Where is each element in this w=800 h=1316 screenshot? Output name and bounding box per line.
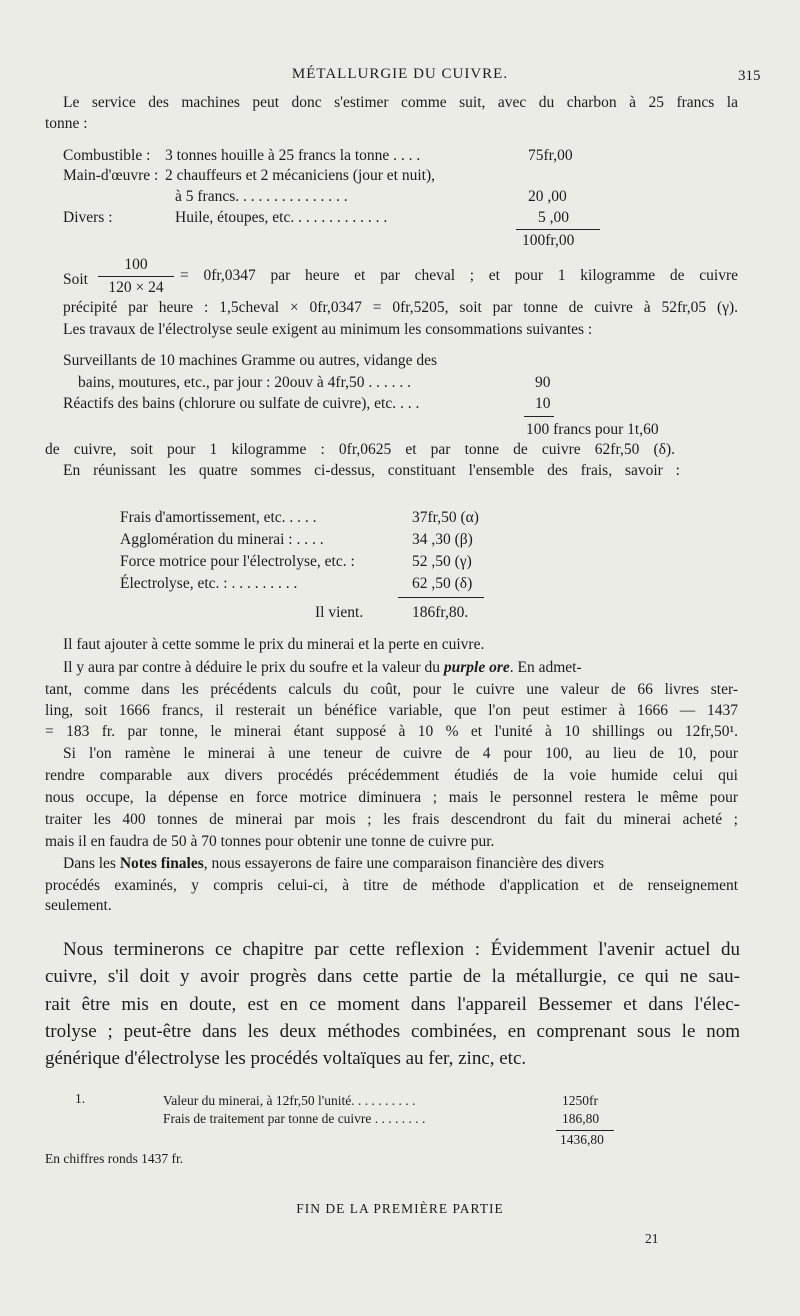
para2-line-3: ling, soit 1666 francs, il resterait un bénéfice variable, que l'on peut estimer à 1666 — 1437 xyxy=(45,702,738,719)
summary-amount-electrolyse: 62 ,50 (δ) xyxy=(412,575,473,592)
cost-label-main-oeuvre: Main-d'œuvre : xyxy=(63,167,159,184)
cost-total-rule xyxy=(516,229,600,230)
cost-label-combustible: Combustible : xyxy=(63,147,151,164)
para1: Il faut ajouter à cette somme le prix du minerai et la perte en cuivre. xyxy=(63,636,485,653)
conclusion-line-2: cuivre, s'il doit y avoir progrès dans cette partie de la métallurgie, ce qui ne sau- xyxy=(45,966,740,987)
conclusion-line-1: Nous terminerons ce chapitre par cette reflexion : Évidemment l'avenir actuel du xyxy=(63,939,740,960)
summary-amount-agglomeration: 34 ,30 (β) xyxy=(412,531,473,548)
para3-line-4: traiter les 400 tonnes de minerai par mois ; les frais descendront du fait du minerai acheté ; xyxy=(45,811,738,828)
intro-line-2: tonne : xyxy=(45,115,88,132)
electro-total: 100 francs pour 1t,60 xyxy=(526,421,659,438)
cost-amount-divers: 5 ,00 xyxy=(538,209,569,226)
cost-text-divers: Huile, étoupes, etc. . . . . . . . . . . . . xyxy=(175,209,388,226)
para3-line-2: rendre comparable aux divers procédés précédemment étudiés de la voie humide celui qui xyxy=(45,767,738,784)
electro-amount-3: 10 xyxy=(535,395,551,412)
electro-amount-2: 90 xyxy=(535,374,551,391)
end-of-part: FIN DE LA PREMIÈRE PARTIE xyxy=(296,1201,504,1216)
summary-result-label: Il vient. xyxy=(315,604,364,621)
summary-total-rule xyxy=(398,597,484,598)
para2-line-2: tant, comme dans les précédents calculs du coût, pour le cuivre une valeur de 66 livres ster- xyxy=(45,681,738,698)
soit-rest: = 0fr,0347 par heure et par cheval ; et pour 1 kilogramme de cuivre xyxy=(180,267,738,284)
cost-text-main-oeuvre: 2 chauffeurs et 2 mécaniciens (jour et nuit), xyxy=(165,167,436,184)
para4-line-1: Dans les Notes finales, nous essayerons de faire une comparaison financière des divers xyxy=(63,855,605,872)
intro-line-1: Le service des machines peut donc s'estimer comme suit, avec du charbon à 25 francs la xyxy=(63,94,738,111)
summary-label-electrolyse: Électrolyse, etc. : . . . . . . . . . xyxy=(120,575,298,592)
summary-label-amortissement: Frais d'amortissement, etc. . . . . xyxy=(120,509,317,526)
para2-line-4: = 183 fr. par tonne, le minerai étant supposé à 10 % et l'unité à 10 shillings ou 12fr,50¹. xyxy=(45,723,738,740)
electro-intro: Les travaux de l'électrolyse seule exigent au minimum les consommations suivantes : xyxy=(63,321,593,338)
electro-total-rule xyxy=(524,416,554,417)
summary-intro: En réunissant les quatre sommes ci-dessus, constituant l'ensemble des frais, savoir : xyxy=(63,462,680,479)
notes-finales-term: Notes finales xyxy=(119,855,204,872)
signature-mark: 21 xyxy=(645,1231,659,1246)
footnote-row2-text: Frais de traitement par tonne de cuivre . . . . . . . . xyxy=(163,1111,426,1126)
para4-line-3: seulement. xyxy=(45,897,112,914)
electro-text-3: Réactifs des bains (chlorure ou sulfate de cuivre), etc. . . . xyxy=(63,395,420,412)
fraction-bar xyxy=(98,276,174,277)
fraction-denominator: 120 × 24 xyxy=(108,279,164,296)
cost-amount-combustible: 75fr,00 xyxy=(528,147,573,164)
footnote-row2-amount: 186,80 xyxy=(562,1111,600,1126)
footnote-rounded: En chiffres ronds 1437 fr. xyxy=(45,1151,184,1166)
footnote-row1-amount: 1250fr xyxy=(562,1093,598,1108)
summary-amount-force: 52 ,50 (γ) xyxy=(412,553,472,570)
electro-line-2: de cuivre, soit pour 1 kilogramme : 0fr,0625 et par tonne de cuivre 62fr,50 (δ). xyxy=(45,441,675,458)
para3-line-1: Si l'on ramène le minerai à une teneur de cuivre de 4 pour 100, au lieu de 10, pour xyxy=(63,745,738,762)
conclusion-line-3: rait être mis en doute, est en ce moment dans l'appareil Bessemer et dans l'élec- xyxy=(45,994,740,1015)
cost-label-divers: Divers : xyxy=(63,209,113,226)
electro-text-2: bains, moutures, etc., par jour : 20ouv à 4fr,50 . . . . . . xyxy=(78,374,411,391)
cost-text-combustible: 3 tonnes houille à 25 francs la tonne . . . . xyxy=(165,147,421,164)
cost-total: 100fr,00 xyxy=(522,232,575,249)
soit-word: Soit xyxy=(63,271,88,288)
summary-result: 186fr,80. xyxy=(412,604,469,621)
para3-line-3: nous occupe, la dépense en force motrice diminuera ; mais le personnel restera le même pour xyxy=(45,789,738,806)
page-number: 315 xyxy=(738,68,761,84)
footnote-marker: 1. xyxy=(75,1091,86,1106)
electro-text-1: Surveillants de 10 machines Gramme ou autres, vidange des xyxy=(63,352,438,369)
purple-ore-term: purple ore xyxy=(443,659,510,676)
footnote-row1-text: Valeur du minerai, à 12fr,50 l'unité. . . . . . . . . . xyxy=(163,1093,416,1108)
para2-line-1: Il y aura par contre à déduire le prix du soufre et la valeur du purple ore. En admet- xyxy=(63,659,582,676)
conclusion-line-4: trolyse ; peut-être dans les deux méthodes combinées, en comprenant sous le nom xyxy=(45,1021,740,1042)
soit-line-2: précipité par heure : 1,5cheval × 0fr,0347 = 0fr,5205, soit par tonne de cuivre à 52fr,05 (γ). xyxy=(63,299,738,316)
conclusion-line-5: générique d'électrolyse les procédés voltaïques au fer, zinc, etc. xyxy=(45,1048,527,1069)
summary-amount-amortissement: 37fr,50 (α) xyxy=(412,509,479,526)
cost-text-francs: à 5 francs. . . . . . . . . . . . . . . xyxy=(175,188,348,205)
fraction-numerator: 100 xyxy=(124,256,148,273)
footnote-total: 1436,80 xyxy=(560,1132,604,1147)
para4-line-2: procédés examinés, y compris celui-ci, à titre de méthode d'application et de renseignement xyxy=(45,877,738,894)
summary-label-agglomeration: Agglomération du minerai : . . . . xyxy=(120,531,324,548)
para3-line-5: mais il en faudra de 50 à 70 tonnes pour obtenir une tonne de cuivre pur. xyxy=(45,833,495,850)
running-title: MÉTALLURGIE DU CUIVRE. xyxy=(291,66,509,82)
summary-label-force: Force motrice pour l'électrolyse, etc. : xyxy=(120,553,355,570)
cost-amount-main-oeuvre: 20 ,00 xyxy=(528,188,567,205)
